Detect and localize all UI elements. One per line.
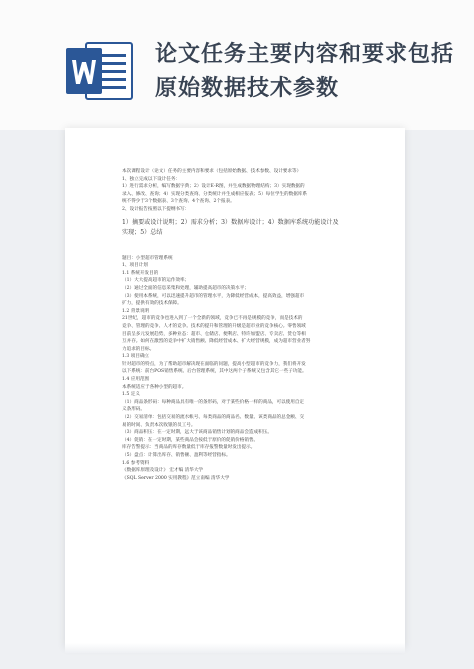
doc-line: 录入、修改、查询；4）实现分类查询、分类统计并生成相应报表；5）每位学生的数据库系 (122, 191, 308, 197)
doc-line: （2）交易清单：包括交易的流水帐号、每类商品的商品名、数量、该类商品的总金额、交 (122, 415, 305, 421)
doc-line: 义条形码。 (122, 407, 145, 413)
doc-line: （4）促销：在一定时期，某些商品会按低于原价的促销价格销售。 (122, 437, 259, 443)
document-body (122, 168, 384, 482)
doc-line: 扩力，提供有效的技术保障。 (122, 301, 182, 307)
page-title (155, 38, 455, 106)
word-icon (64, 40, 134, 102)
doc-line: （3）使用本系统，可以迅速提升超市的管理水平，为降低经营成本，提高效益，增强超市 (122, 293, 305, 299)
doc-line: 以下系统：前台POS销售系统、后台管理系统，其中这两个子系统又包含其它一些子功能。 (122, 369, 307, 375)
doc-line: 库存告警提示：当商品的库存数量低于库存报警数量时发出提示。 (122, 445, 256, 451)
doc-line: 21世纪，超市的竞争也进入到了一个全新的领域，竞争已不再是规模的竞争，而是技术的 (122, 316, 303, 322)
doc-line: 目前呈多元发展趋势，多种业态：超市、仓储店、便利店、特许加盟店、专卖店、货仓等相 (122, 331, 306, 337)
doc-line: 竞争、管理的竞争、人才的竞争。技术的提升和管理的升级是超市业的竞争核心。零售领域 (122, 323, 306, 329)
doc-line: （5）盘点：计算出库存、销售额、盈利等经营指标。 (122, 453, 231, 458)
doc-line: 本系统适应于各种小型的超市。 (122, 384, 187, 390)
title-line-1: 论文任务主要内容和要求包括 (155, 42, 455, 67)
doc-line: （1）大大提高超市的运作效率； (122, 278, 190, 284)
doc-line: 1）摘要或设计说明；2）需求分析；3）数据库设计；4）数据库系统功能设计及 (122, 218, 339, 226)
doc-line: 本次课程设计（论文）任务的主要内容和要求（包括原始数据、技术参数、设计要求等） (122, 169, 302, 174)
doc-line: 力追求的目标。 (122, 346, 155, 352)
doc-line: 实现；5）总结 (122, 229, 163, 237)
doc-line: 1.4 应用范围 (122, 377, 150, 383)
doc-line: 《数据库原理及设计》 宏才编 清华大学 (122, 468, 204, 474)
doc-line: 1、项目计划 (122, 263, 148, 269)
doc-line: （1）商品条形码：每种商品具有唯一的条形码，对于某些价格一样的商品，可以使用自定 (122, 399, 305, 405)
doc-line: （3）商品积压：在一定时期，远大于该商品销售计划的商品会造成积压。 (122, 430, 272, 436)
doc-line: 1.5 定义 (122, 392, 140, 398)
doc-line: 2、设计报告按照以下提纲书写： (122, 206, 190, 212)
doc-line: 1）进行需求分析，编写数据字典；2）设计E-R图，并生成数据物理结构；3）实现数据的 (122, 184, 305, 190)
doc-line: 互并存。如何在激烈的竞争中扩大销售额、降低经营成本、扩大经营规模，成为超市营业者努 (122, 339, 311, 345)
doc-line: （2）通过全面的信息采集和处理，辅助提高超市的决策水平； (122, 285, 249, 291)
doc-line: 易的时间、负责本次收银的员工号。 (122, 422, 196, 428)
doc-line: 针对超市的特点，为了帮助超市解决现在面临的问题，提高小型超市的竞争力，我们将开发 (122, 361, 306, 367)
doc-line: 1.3 项目确立 (122, 354, 150, 360)
doc-line: 1.2 背景说明 (122, 308, 150, 314)
doc-line: 统不得少于3个数据表、3个查询、4个查询、2个报表。 (122, 199, 235, 205)
doc-line: 《SQL Server 2000 实用教程》范立南编 清华大学 (122, 475, 230, 481)
paper-edge (65, 643, 405, 653)
doc-line: 1.1 系统开发目的 (122, 270, 159, 276)
doc-line: 1、独立完成以下设计任务： (122, 176, 181, 182)
title-line-2: 原始数据技术参数 (155, 76, 340, 101)
doc-line: 题目：小型超市管理系统 (122, 255, 173, 261)
doc-line: 1.6 参考资料 (122, 460, 150, 466)
